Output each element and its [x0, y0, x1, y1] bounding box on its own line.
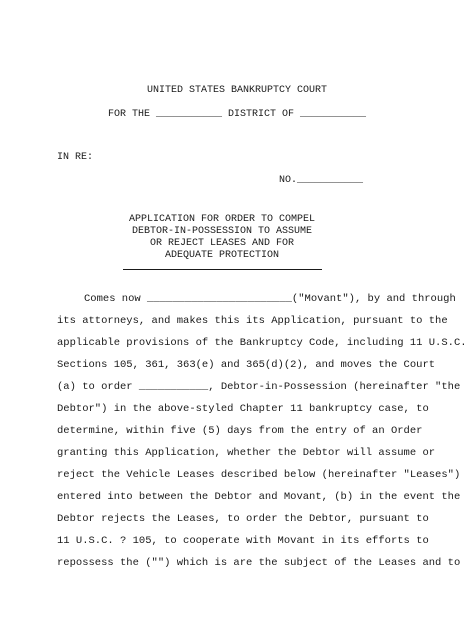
body-line: Debtor") in the above-styled Chapter 11 bankruptcy case, to	[57, 403, 429, 415]
body-line: 11 U.S.C. ? 105, to cooperate with Movant in its efforts to	[57, 535, 429, 547]
in-re-label: IN RE:	[57, 152, 94, 163]
title-line: DEBTOR-IN-POSSESSION TO ASSUME	[131, 226, 313, 237]
body-line: repossess the ("") which is are the subject of the Leases and to	[57, 557, 461, 569]
body-line: applicable provisions of the Bankruptcy Code, including 11 U.S.C.	[57, 337, 467, 349]
document-title	[117, 214, 327, 262]
body-line: determine, within five (5) days from the entry of an Order	[57, 425, 423, 437]
body-line: Sections 105, 361, 363(e) and 365(d)(2), and moves the Court	[57, 359, 436, 371]
body-line: entered into between the Debtor and Movant, (b) in the event the	[57, 491, 461, 503]
title-line: ADEQUATE PROTECTION	[164, 250, 280, 261]
title-line: OR REJECT LEASES AND FOR	[149, 238, 295, 249]
case-number: NO.___________	[279, 175, 364, 186]
court-name: UNITED STATES BANKRUPTCY COURT	[146, 85, 328, 96]
title-line: APPLICATION FOR ORDER TO COMPEL	[128, 214, 316, 225]
body-line: (a) to order ___________, Debtor-in-Possession (hereinafter "the	[57, 381, 461, 393]
title-underline	[123, 269, 322, 270]
body-line: Debtor rejects the Leases, to order the Debtor, pursuant to	[57, 513, 429, 525]
body-line: reject the Vehicle Leases described below (hereinafter "Leases")	[57, 469, 461, 481]
body-line: its attorneys, and makes this its Application, pursuant to the	[57, 315, 448, 327]
body-line: granting this Application, whether the Debtor will assume or	[57, 447, 436, 459]
body-line: Comes now _______________________("Movant"), by and through	[84, 293, 456, 305]
district-line: FOR THE ___________ DISTRICT OF ___________	[107, 109, 367, 120]
